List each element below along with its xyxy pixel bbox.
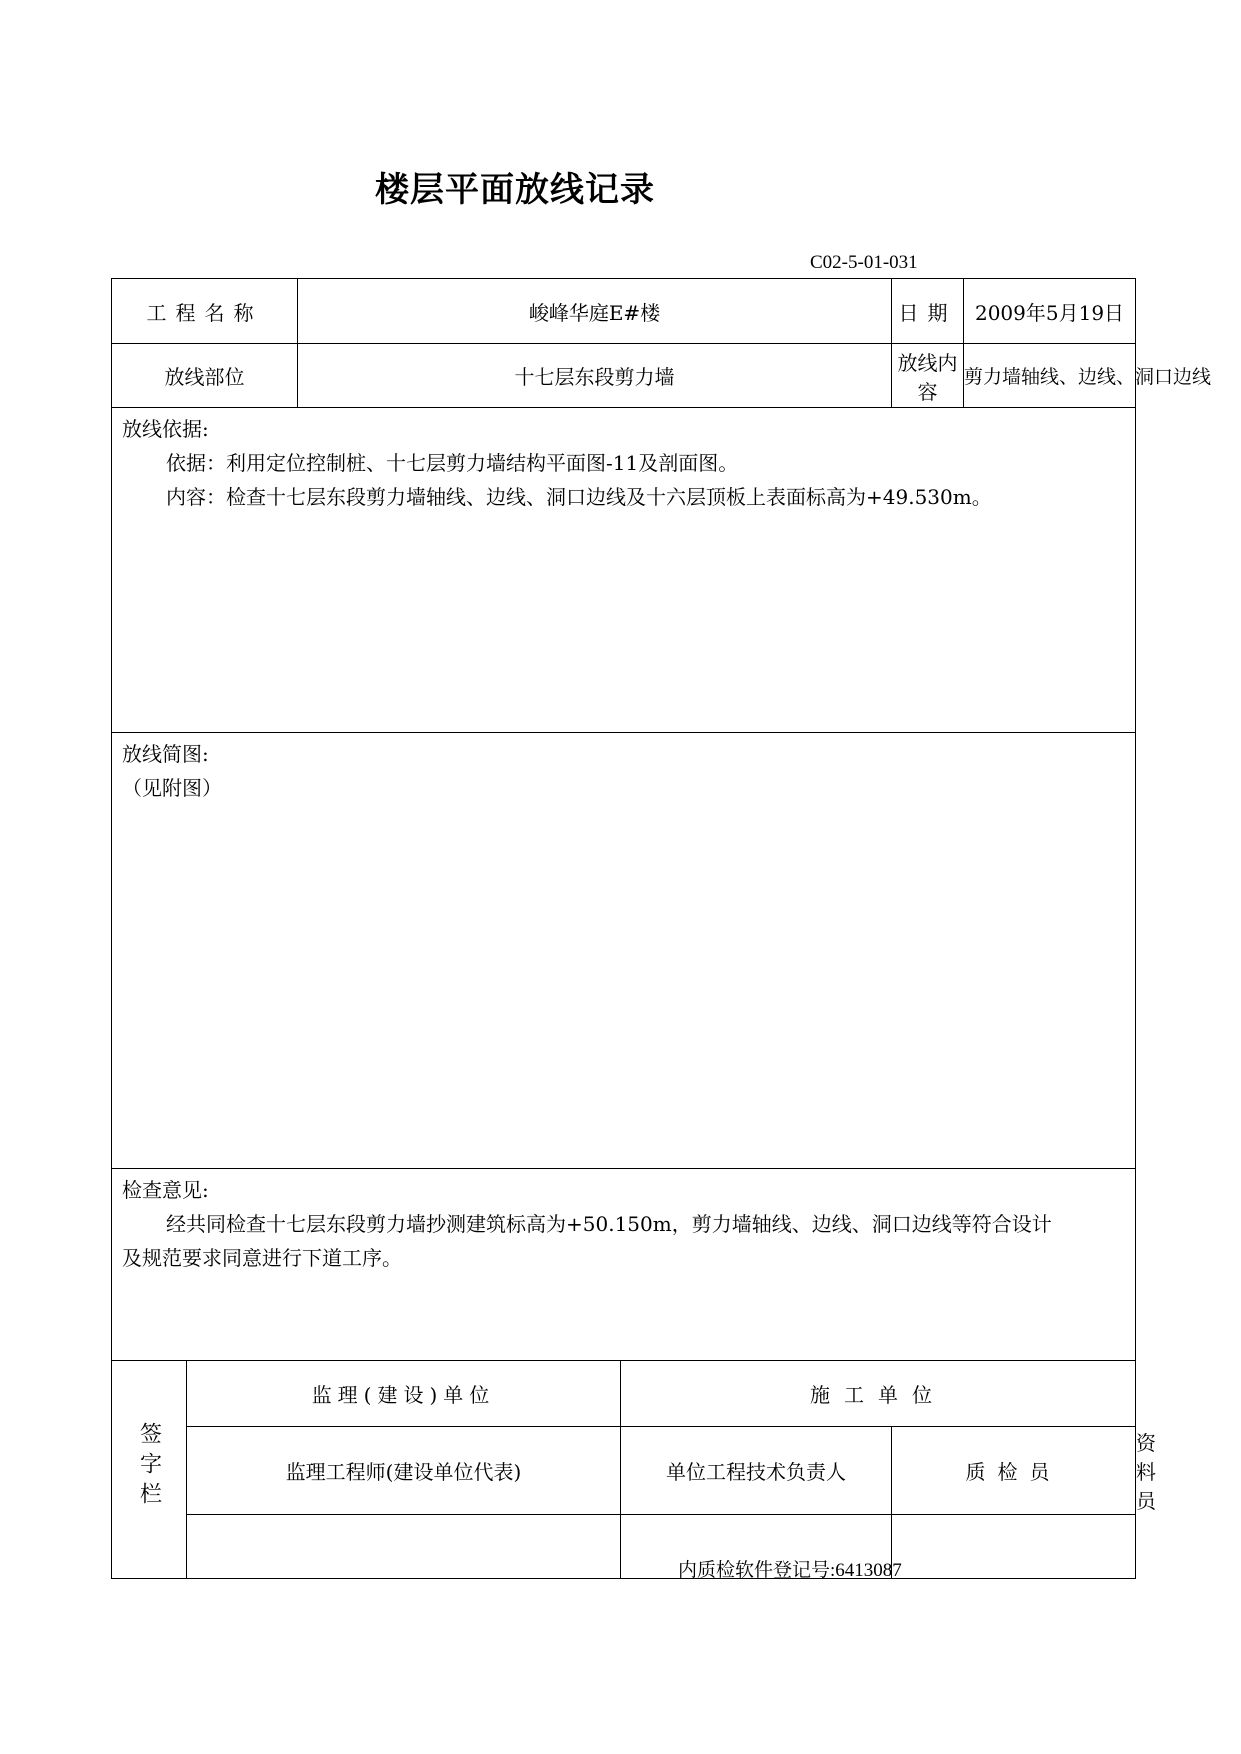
sketch-note: （见附图） bbox=[122, 776, 222, 800]
project-name-label: 工程名称 bbox=[112, 279, 298, 344]
layout-part-value: 十七层东段剪力墙 bbox=[298, 344, 892, 408]
sketch-label: 放线简图: bbox=[122, 742, 209, 766]
quality-inspector-label: 质检员 bbox=[892, 1427, 1136, 1515]
layout-sketch-section bbox=[112, 733, 1136, 1169]
document-title: 楼层平面放线记录 bbox=[375, 170, 655, 210]
layout-part-label: 放线部位 bbox=[112, 344, 298, 408]
tech-lead-label: 单位工程技术负责人 bbox=[621, 1427, 892, 1515]
supervisor-label: 监理工程师(建设单位代表) bbox=[187, 1427, 621, 1515]
basis-line-2: 内容：检查十七层东段剪力墙轴线、边线、洞口边线及十六层顶板上表面标高为+49.530m。 bbox=[166, 485, 992, 509]
construction-unit-header: 施工单位 bbox=[621, 1361, 1136, 1427]
signature-section-label: 签字栏 bbox=[112, 1361, 187, 1579]
basis-line-1: 依据：利用定位控制桩、十七层剪力墙结构平面图-11及剖面图。 bbox=[166, 451, 739, 475]
date-value: 2009年5月19日 bbox=[964, 279, 1136, 344]
layout-basis-section bbox=[112, 408, 1136, 733]
record-table: 工程名称 峻峰华庭E#楼 日期 2009年5月19日 放线部位 十七层东段剪力墙 放线内容 剪力墙轴线、边线、洞口边线 放线依据: 依据：利用定位控制桩、十七层剪力墙结构平面图-11及剖面图。 内容：检查十七层东段剪力墙轴线、边线、洞口边线及十六层顶板上表面标高为+49.530m。 放线简图: （见附图） 检查意见: 经共同检查十七层东段剪力墙抄测建筑标高为+50.150m，剪力墙轴线、边线、洞口边线等符合设计 及规范要求同意进行下道工序。 签字栏 监理(建设)单位 施工单位 监理工程师(建设单位代表) 单位工程技术负责人 质检员 资料员 bbox=[111, 278, 1136, 1579]
layout-content-value: 剪力墙轴线、边线、洞口边线 bbox=[964, 344, 1136, 408]
project-name-value: 峻峰华庭E#楼 bbox=[298, 279, 892, 344]
layout-content-label: 放线内容 bbox=[892, 344, 964, 408]
inspection-text-2: 及规范要求同意进行下道工序。 bbox=[122, 1246, 402, 1270]
document-code: C02-5-01-031 bbox=[810, 252, 918, 273]
inspection-label: 检查意见: bbox=[122, 1178, 209, 1202]
date-label: 日期 bbox=[892, 279, 964, 344]
software-registration: 内质检软件登记号:6413087 bbox=[678, 1560, 902, 1581]
supervisor-signature-cell[interactable] bbox=[187, 1515, 621, 1579]
quality-inspector-signature-cell[interactable] bbox=[892, 1515, 1136, 1579]
supervision-unit-header: 监理(建设)单位 bbox=[187, 1361, 621, 1427]
basis-label: 放线依据: bbox=[122, 417, 209, 441]
inspection-section bbox=[112, 1169, 1136, 1361]
inspection-text-1: 经共同检查十七层东段剪力墙抄测建筑标高为+50.150m，剪力墙轴线、边线、洞口边线等符合设计 bbox=[166, 1212, 1052, 1236]
